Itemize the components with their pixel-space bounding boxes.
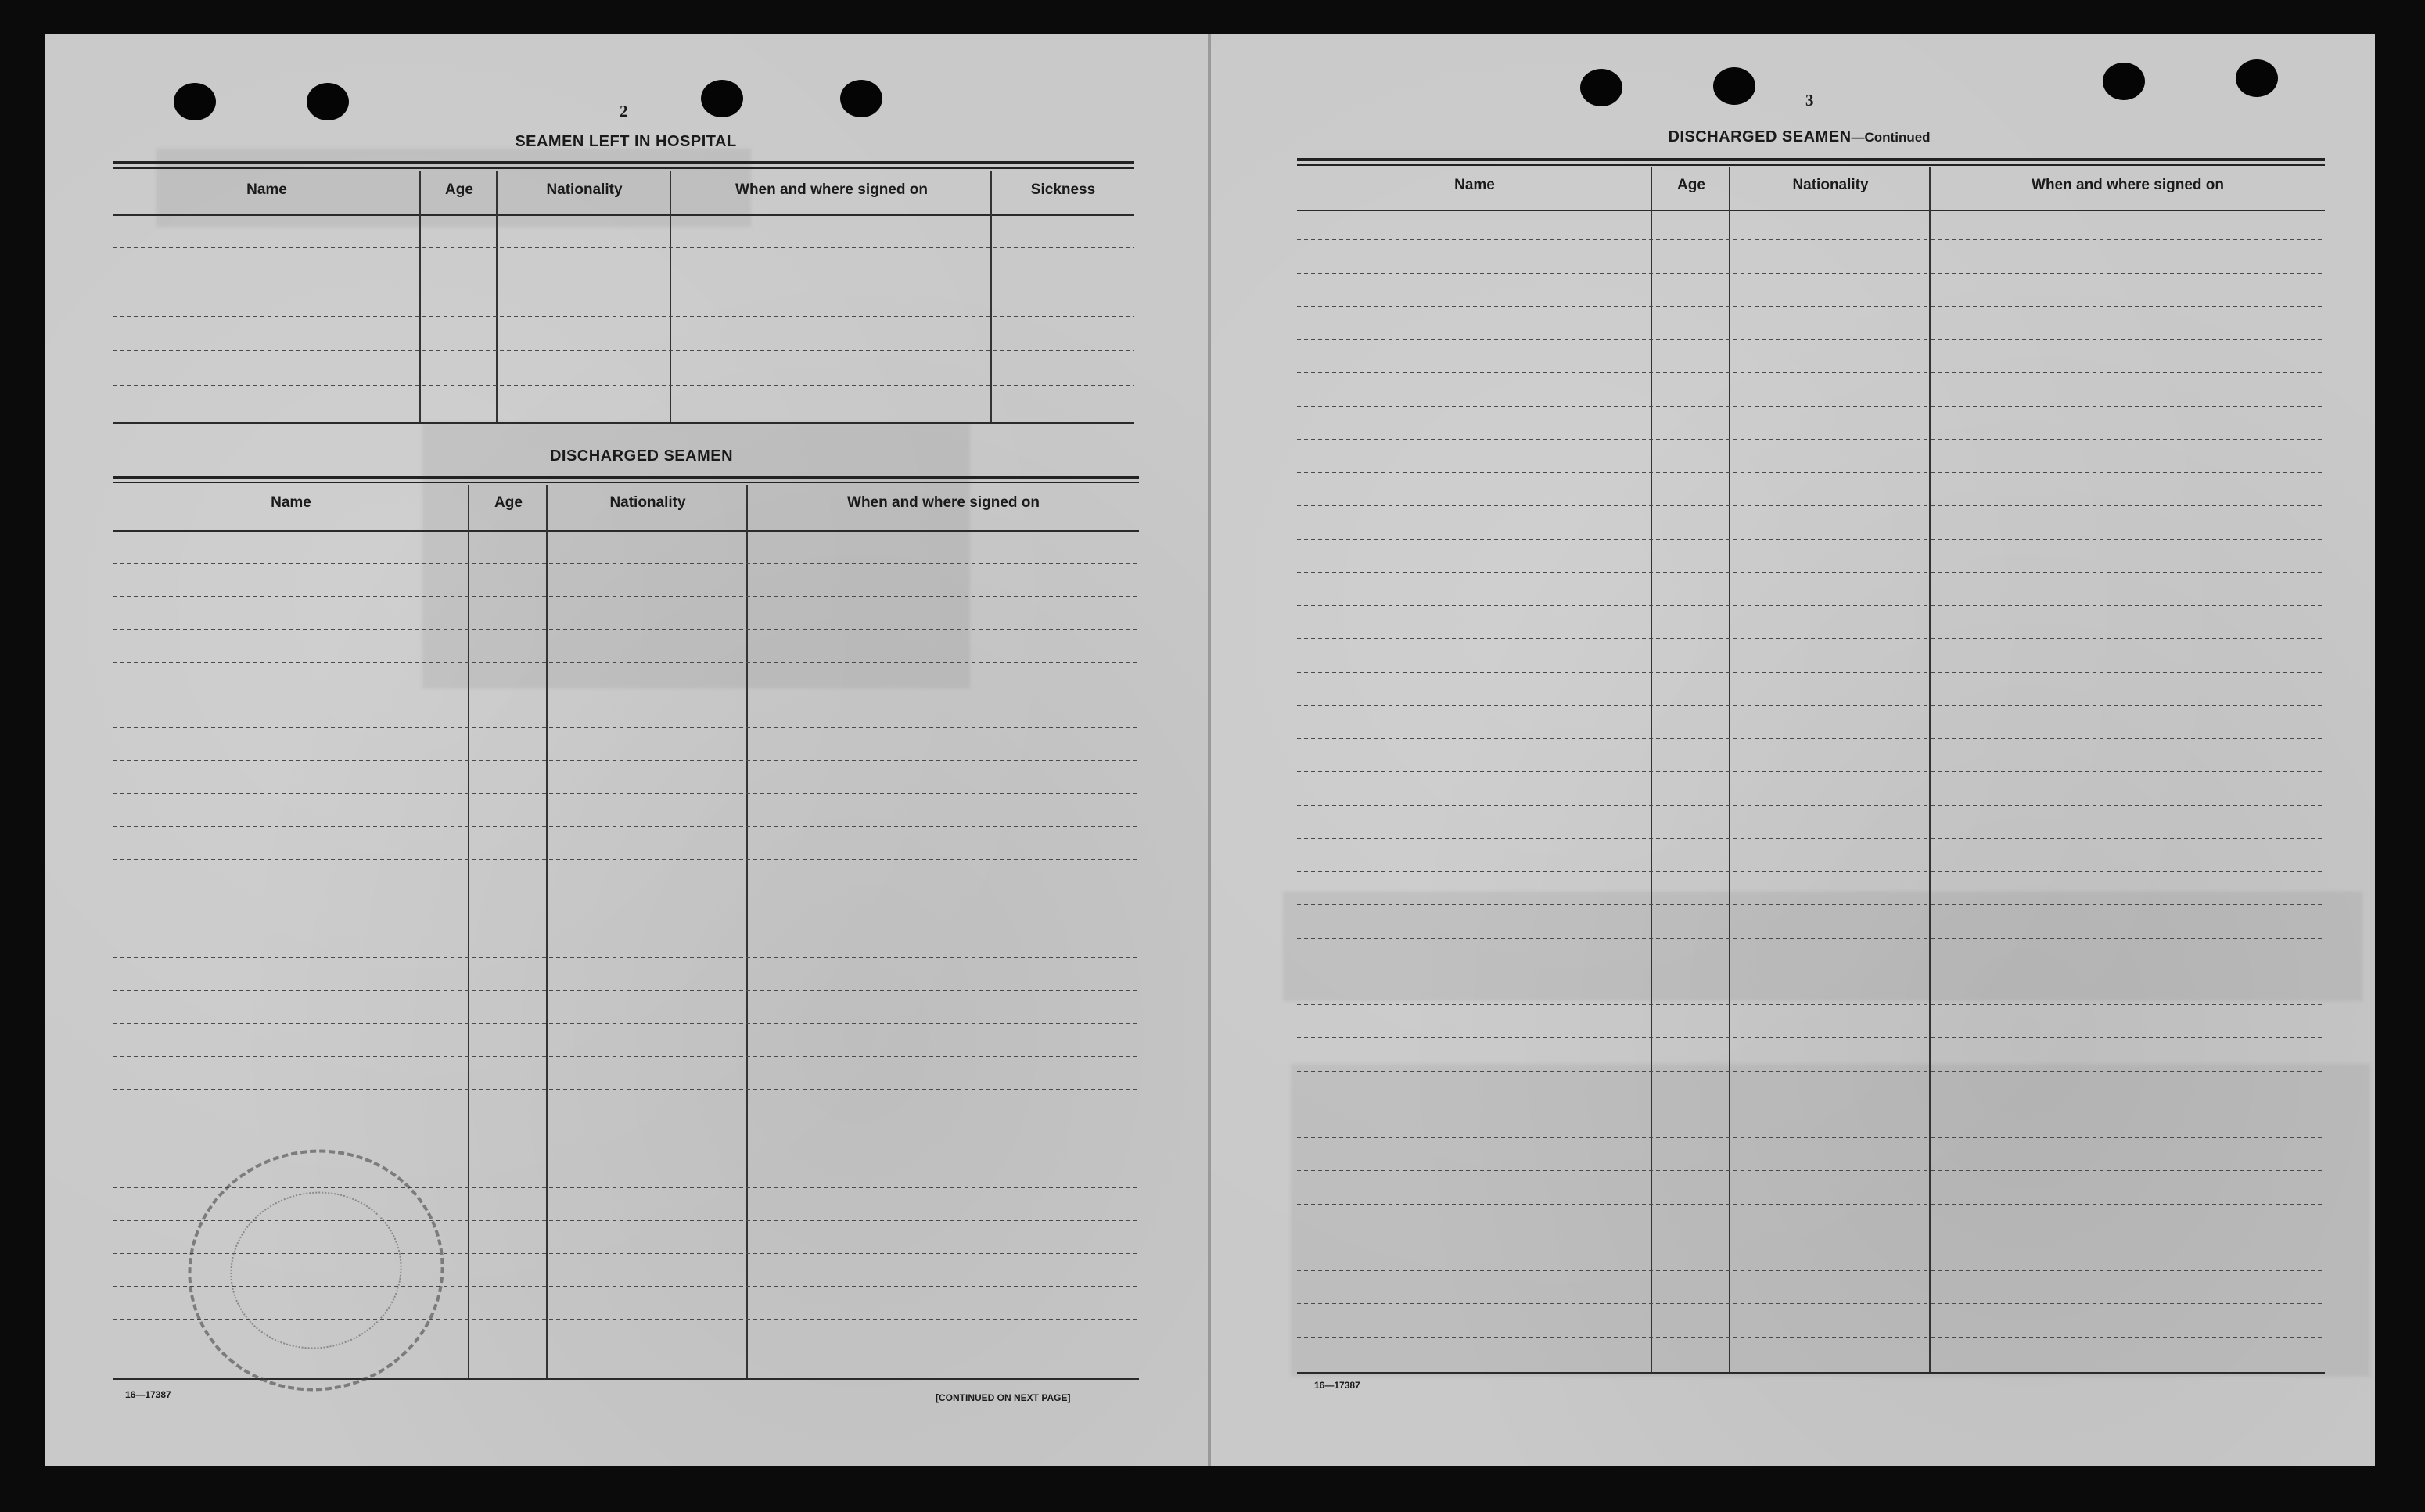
row-line xyxy=(1297,472,2325,473)
row-line xyxy=(1297,638,2325,639)
row-line xyxy=(113,793,1139,794)
column-header-name: Name xyxy=(271,494,311,511)
row-line xyxy=(1297,1270,2325,1271)
table-rule xyxy=(113,161,1134,164)
punch-hole xyxy=(2103,63,2145,100)
row-line xyxy=(113,1023,1139,1024)
column-divider xyxy=(496,171,498,424)
column-divider xyxy=(546,485,548,1380)
header-rule xyxy=(113,214,1134,216)
column-header-name: Name xyxy=(1454,177,1495,193)
row-line xyxy=(1297,1170,2325,1171)
row-line xyxy=(1297,306,2325,307)
row-line xyxy=(113,990,1139,991)
row-line xyxy=(113,957,1139,958)
punch-hole xyxy=(840,80,882,117)
row-line xyxy=(1297,572,2325,573)
column-divider xyxy=(746,485,748,1380)
row-line xyxy=(1297,672,2325,673)
column-header-age: Age xyxy=(494,494,523,511)
table-rule xyxy=(1297,164,2325,166)
table-rule xyxy=(113,167,1134,169)
row-line xyxy=(113,760,1139,761)
column-divider xyxy=(1651,167,1652,1374)
form-number: 16—17387 xyxy=(125,1389,171,1400)
discharged-section-title: DISCHARGED SEAMEN xyxy=(549,447,734,465)
punch-hole xyxy=(2236,59,2278,97)
column-header-name: Name xyxy=(246,181,287,198)
column-header-nationality: Nationality xyxy=(609,494,686,511)
row-line xyxy=(113,1089,1139,1090)
row-line xyxy=(1297,1071,2325,1072)
received-stamp-ring xyxy=(216,1176,417,1364)
row-line xyxy=(1297,705,2325,706)
column-header-signed-on: When and where signed on xyxy=(735,181,928,198)
discharged-continued-title xyxy=(1565,128,2034,146)
title-suffix: —Continued xyxy=(1851,130,1931,145)
table-rule xyxy=(113,476,1139,479)
column-divider xyxy=(1729,167,1730,1374)
column-header-signed-on: When and where signed on xyxy=(847,494,1040,511)
row-line xyxy=(1297,1004,2325,1005)
column-divider xyxy=(1929,167,1931,1374)
row-line xyxy=(113,826,1139,827)
table-rule xyxy=(113,482,1139,483)
row-line xyxy=(113,596,1139,597)
row-line xyxy=(1297,938,2325,939)
row-line xyxy=(1297,505,2325,506)
column-header-sickness: Sickness xyxy=(1030,181,1096,198)
row-line xyxy=(1297,1303,2325,1304)
bottom-rule xyxy=(113,422,1134,424)
bottom-rule xyxy=(1297,1372,2325,1374)
row-line xyxy=(113,350,1134,351)
header-rule xyxy=(1297,210,2325,211)
row-line xyxy=(1297,439,2325,440)
row-line xyxy=(1297,1337,2325,1338)
row-line xyxy=(113,662,1139,663)
row-line xyxy=(113,247,1134,248)
row-line xyxy=(1297,273,2325,274)
row-line xyxy=(1297,871,2325,872)
row-line xyxy=(1297,805,2325,806)
page-number: 2 xyxy=(620,102,628,120)
page-number: 3 xyxy=(1805,91,1814,110)
row-line xyxy=(113,316,1134,317)
hospital-table xyxy=(113,161,1134,424)
row-line xyxy=(1297,838,2325,839)
row-line xyxy=(1297,539,2325,540)
header-rule xyxy=(113,530,1139,532)
hospital-section-title: SEAMEN LEFT IN HOSPITAL xyxy=(515,133,737,150)
row-line xyxy=(113,727,1139,728)
discharged-continued-table xyxy=(1297,158,2325,1374)
row-line xyxy=(1297,406,2325,407)
column-header-signed-on: When and where signed on xyxy=(2032,177,2224,193)
row-line xyxy=(1297,904,2325,905)
row-line xyxy=(113,1056,1139,1057)
row-line xyxy=(1297,239,2325,240)
form-number: 16—17387 xyxy=(1314,1380,1360,1391)
continued-note: [CONTINUED ON NEXT PAGE] xyxy=(936,1392,1071,1403)
row-line xyxy=(1297,339,2325,340)
column-header-nationality: Nationality xyxy=(546,181,623,198)
column-header-age: Age xyxy=(445,181,473,198)
punch-hole xyxy=(307,83,349,120)
punch-hole xyxy=(701,80,743,117)
row-line xyxy=(1297,1137,2325,1138)
punch-hole xyxy=(1580,69,1622,106)
row-line xyxy=(113,629,1139,630)
punch-hole xyxy=(174,83,216,120)
row-line xyxy=(1297,771,2325,772)
column-divider xyxy=(468,485,469,1380)
column-header-nationality: Nationality xyxy=(1792,177,1869,193)
column-divider xyxy=(670,171,671,424)
row-line xyxy=(1297,605,2325,606)
column-divider xyxy=(990,171,992,424)
column-header-age: Age xyxy=(1677,177,1705,193)
punch-hole xyxy=(1713,67,1755,105)
table-rule xyxy=(1297,158,2325,161)
column-divider xyxy=(419,171,421,424)
row-line xyxy=(1297,1204,2325,1205)
row-line xyxy=(1297,1037,2325,1038)
page-fold xyxy=(1208,34,1211,1466)
title-main: DISCHARGED SEAMEN xyxy=(1668,128,1852,145)
row-line xyxy=(113,385,1134,386)
row-line xyxy=(113,859,1139,860)
row-line xyxy=(1297,372,2325,373)
row-line xyxy=(1297,738,2325,739)
row-line xyxy=(113,563,1139,564)
